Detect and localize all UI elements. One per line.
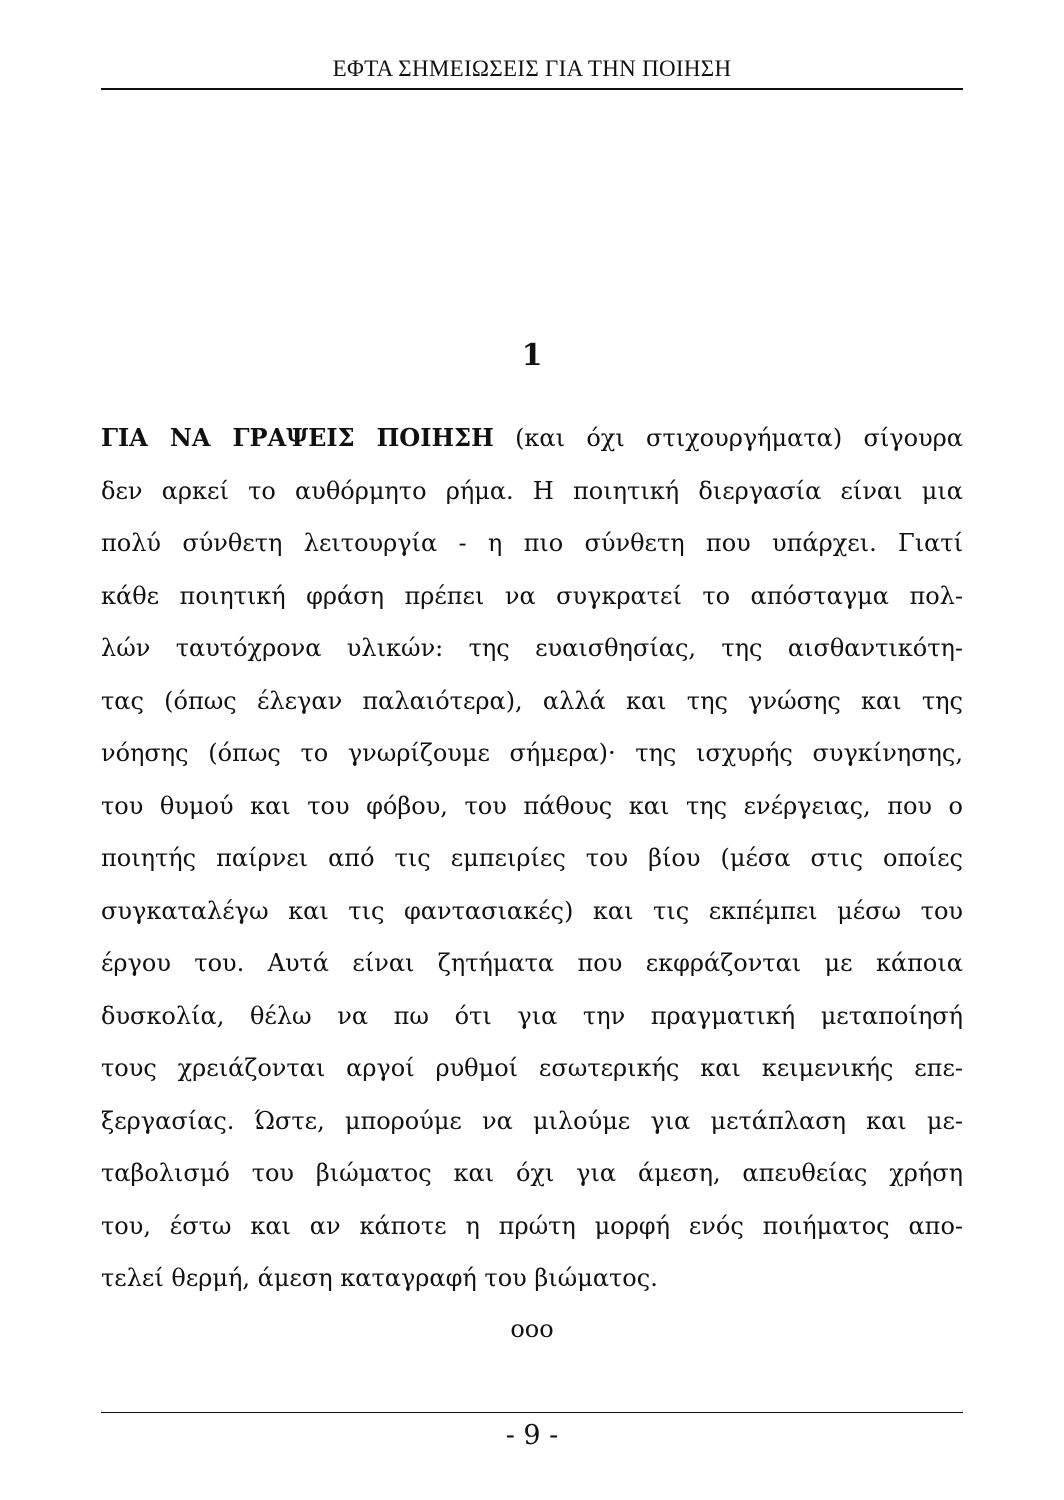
body-line: του, έστω και αν κάποτε η πρώτη μορφή ενός ποιήματος απο- (101, 1211, 963, 1240)
body-line: πολύ σύνθετη λειτουργία - η πιο σύνθετη που υπάρχει. Γιατί (101, 529, 963, 557)
chapter-number: 1 (521, 338, 543, 373)
body-line: κάθε ποιητική φράση πρέπει να συγκρατεί το απόσταγμα πολ- (101, 581, 963, 610)
body-line: τας (όπως έλεγαν παλαιότερα), αλλά και της γνώσης και της (101, 686, 963, 715)
footer-rule (101, 1412, 963, 1413)
body-line: έργου του. Αυτά είναι ζητήματα που εκφράζονται με κάποια (101, 949, 963, 977)
body-line: δυσκολία, θέλω να πω ότι για την πραγματική μεταποίησή (101, 1001, 963, 1030)
body-line: λών ταυτόχρονα υλικών: της ευαισθησίας, της αισθαντικότη- (101, 634, 963, 662)
body-line: τους χρειάζονται αργοί ρυθμοί εσωτερικής και κειμενικής επε- (101, 1054, 963, 1082)
page-number: - 9 - (505, 1420, 559, 1451)
running-header-title: ΕΦΤΑ ΣΗΜΕΙΩΣΕΙΣ ΓΙΑ ΤΗΝ ΠΟΙΗΣΗ (332, 56, 732, 81)
body-line-last: τελεί θερμή, άμεση καταγραφή του βιώματος. (101, 1264, 658, 1292)
body-line: ποιητής παίρνει από τις εμπειρίες του βίου (μέσα στις οποίες (101, 844, 963, 872)
body-line: νόησης (όπως το γνωρίζουμε σήμερα)· της ισχυρής συγκίνησης, (101, 739, 963, 767)
body-line: συγκαταλέγω και τις φαντασιακές) και τις εκπέμπει μέσω του (101, 896, 963, 925)
body-line: ξεργασίας. Ώστε, μπορούμε να μιλούμε για μετάπλαση και με- (101, 1106, 963, 1135)
body-paragraph (101, 412, 963, 1305)
body-line: δεν αρκεί το αυθόρμητο ρήμα. Η ποιητική διεργασία είναι μια (101, 476, 963, 505)
body-line: ταβολισμό του βιώματος και όχι για άμεση, απευθείας χρήση (101, 1159, 963, 1187)
section-break-ornament: οοο (510, 1315, 554, 1343)
body-line: του θυμού και του φόβου, του πάθους και της ενέργειας, που ο (101, 791, 963, 820)
lead-in-heading: ΓΙΑ ΝΑ ΓΡΑΨΕΙΣ ΠΟΙΗΣΗ (101, 423, 494, 452)
header-rule (101, 88, 963, 90)
body-line-text: (και όχι στιχουργήματα) σίγουρα (493, 424, 963, 452)
body-line (101, 412, 963, 465)
